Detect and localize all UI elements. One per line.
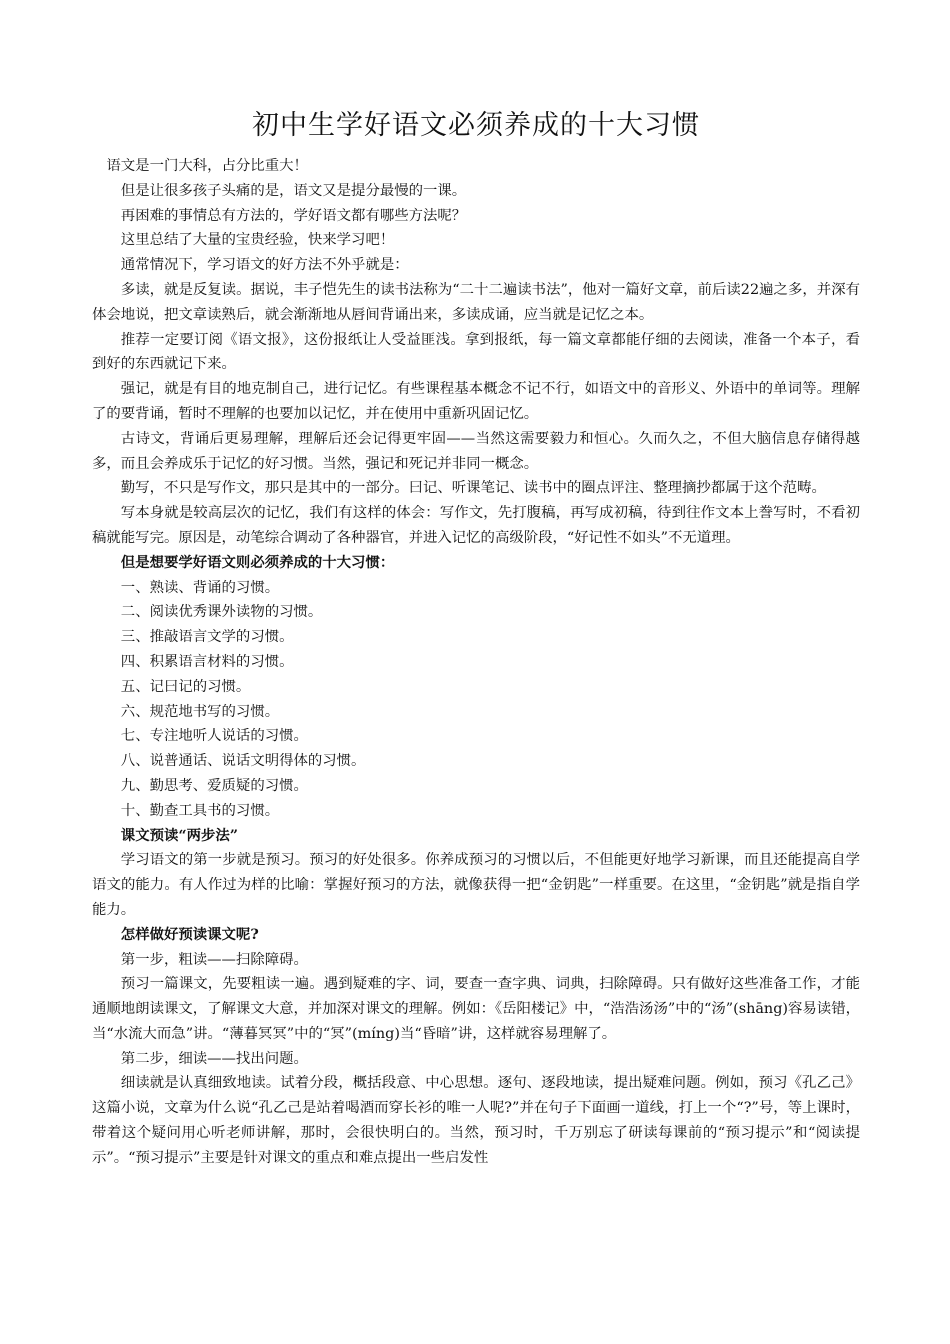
paragraph: 勤写，不只是写作文，那只是其中的一部分。曰记、听课笔记、读书中的圈点评注、整理摘抄都属于这个范畴。 [120,480,826,497]
habit-item: 十、勤查工具书的习惯。 [120,802,280,819]
habit-item: 一、熟读、背诵的习惯。 [120,579,280,596]
habit-item: 八、说普通话、说话文明得体的习惯。 [120,753,366,770]
preview-heading: 课文预读“两步法” [120,826,239,844]
paragraph: 通常情况下，学习语文的好方法不外乎就是： [120,257,409,274]
habit-item: 四、积累语言材料的习惯。 [120,653,294,670]
habits-heading: 但是想要学好语文则必须养成的十大习惯： [120,553,395,571]
step2-text: 细读就是认真细致地读。试着分段，概括段意、中心思想。逐句、逐段地读，提出疑难问题。例如，预习《孔乙己》这篇小说，文章为什么说“孔乙己是站着喝酒而穿长衫的唯一人呢?”并在句子下面画一道线，打上一个“?”号，等上课时，带着这个疑问用心听老师讲解，那时，会很快明白的。当然，预习时，千万别忘了研读每课前的“预习提示”和“阅读提示”。“预习提示”主要是针对课文的重点和难点提出一些启发性 [92,1075,860,1166]
habit-item: 二、阅读优秀课外读物的习惯。 [120,604,323,621]
habit-item: 九、勤思考、爱质疑的习惯。 [120,777,308,794]
step1-text: 预习一篇课文，先要粗读一遍。遇到疑难的字、词，要查一查字典、词典，扫除障碍。只有做好这些准备工作，才能通顺地朗读课文，了解课文大意，并加深对课文的理解。例如：《岳阳楼记》中，“浩浩汤汤”中的“汤”(shāng)容易读错，当“水流大而急”讲。“薄暮冥冥”中的“冥”(míng)当“昏暗”讲，这样就容易理解了。 [92,976,860,1042]
paragraph: 再困难的事情总有方法的，学好语文都有哪些方法呢？ [120,207,467,224]
paragraph: 这里总结了大量的宝贵经验，快来学习吧！ [120,232,395,249]
how-heading: 怎样做好预读课文呢? [120,925,259,943]
step2-title: 第二步，细读——找出问题。 [120,1050,308,1067]
document-page [92,106,860,1171]
paragraph: 推荐一定要订阅《语文报》，这份报纸让人受益匪浅。拿到报纸，每一篇文章都能仔细的去阅读，准备一个本子，看到好的东西就记下来。 [92,331,860,373]
paragraph: 多读，就是反复读。据说，丰子恺先生的读书法称为“二十二遍读书法”，他对一篇好文章，前后读22遍之多，并深有体会地说，把文章读熟后，就会渐渐地从唇间背诵出来，多读成诵，应当就是记忆之本。 [92,281,860,323]
paragraph: 古诗文，背诵后更易理解，理解后还会记得更牢固——当然这需要毅力和恒心。久而久之，不但大脑信息存储得越多，而且会养成乐于记忆的好习惯。当然，强记和死记并非同一概念。 [92,430,860,472]
step1-title: 第一步，粗读——扫除障碍。 [120,951,308,968]
paragraph: 强记，就是有目的地克制自己，进行记忆。有些课程基本概念不记不行，如语文中的音形义、外语中的单词等。理解了的要背诵，暂时不理解的也要加以记忆，并在使用中重新巩固记忆。 [92,381,860,422]
habit-item: 六、规范地书写的习惯。 [120,703,280,720]
preview-intro: 学习语文的第一步就是预习。预习的好处很多。你养成预习的习惯以后，不但能更好地学习新课，而且还能提高自学语文的能力。有人作过为样的比喻：掌握好预习的方法，就像获得一把“金钥匙”一样重要。在这里，“金钥匙”就是指自学能力。 [92,852,860,918]
paragraph: 语文是一门大科，占分比重大！ [106,158,308,174]
habit-item: 三、推敲语言文学的习惯。 [120,629,294,646]
habit-item: 七、专注地听人说话的习惯。 [120,728,308,745]
habit-item: 五、记曰记的习惯。 [120,678,251,695]
document-title: 初中生学好语文必须养成的十大习惯 [252,110,700,141]
paragraph: 写本身就是较高层次的记忆，我们有这样的体会：写作文，先打腹稿，再写成初稿，待到往作文本上誊写时，不看初稿就能写完。原因是，动笔综合调动了各种器官，并进入记忆的高级阶段，“好记性不如头”不无道理。 [92,505,860,546]
paragraph: 但是让很多孩子头痛的是，语文又是提分最慢的一课。 [120,182,467,199]
